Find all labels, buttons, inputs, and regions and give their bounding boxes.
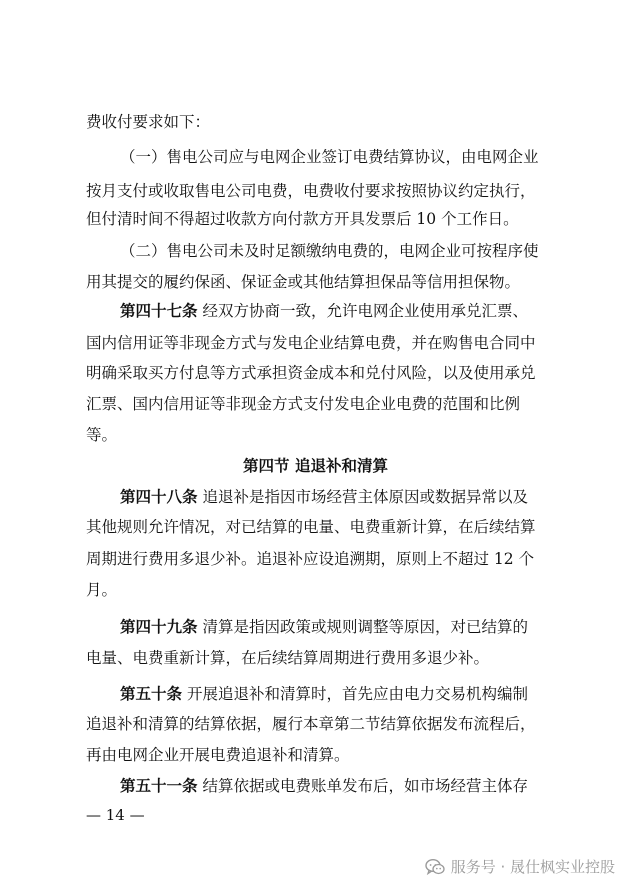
wechat-icon [425,858,445,876]
article-heading: 第四十八条 [120,487,198,506]
article-51: 第五十一条 结算依据或电费账单发布后，如市场经营主体存 [120,776,528,795]
article-heading: 第五十条 [120,684,183,703]
paragraph-line: 用其提交的履约保函、保证金或其他结算担保品等信用担保物。 [86,273,521,291]
watermark [425,856,615,877]
paragraph-line: 等。 [86,426,118,444]
paragraph-line: 追退补和清算的结算依据，履行本章第二节结算依据发布流程后， [86,715,536,733]
article-heading: 第四十七条 [120,301,198,320]
article-heading: 第四十九条 [120,617,198,636]
article-heading: 第五十一条 [120,776,198,795]
paragraph-line: 电量、电费重新计算，在后续结算周期进行费用多退少补。 [86,649,490,667]
paragraph-line: 月。 [86,581,118,599]
page-number: — 14 — [86,806,145,824]
paragraph-line: 汇票、国内信用证等非现金方式支付发电企业电费的范围和比例 [86,395,521,413]
paragraph-line: 其他规则允许情况，对已结算的电量、电费重新计算，在后续结算 [86,518,536,536]
paragraph-line: 明确采取买方付息等方式承担资金成本和兑付风险，以及使用承兑 [86,364,536,382]
paragraph-line: 费收付要求如下： [86,113,211,131]
article-48: 第四十八条 追退补是指因市场经营主体原因或数据异常以及 [120,487,528,506]
paragraph-line: （一）售电公司应与电网企业签订电费结算协议，由电网企业 [120,148,539,166]
paragraph-line: 但付清时间不得超过收款方向付款方开具发票后 10 个工作日。 [86,210,519,228]
article-47: 第四十七条 经双方协商一致，允许电网企业使用承兑汇票、 [120,301,528,320]
section-title: 第四节 追退补和清算 [243,456,388,475]
paragraph-line: 周期进行费用多退少补。追退补应设追溯期，原则上不超过 12 个 [86,550,535,568]
paragraph-line: 再由电网企业开展电费追退补和清算。 [86,746,350,764]
watermark-label: 服务号 · 晟仕枫实业控股 [450,858,615,876]
paragraph-line: 国内信用证等非现金方式与发电企业结算电费，并在购售电合同中 [86,334,536,352]
paragraph-line: 按月支付或收取售电公司电费，电费收付要求按照协议约定执行， [86,182,536,200]
article-50: 第五十条 开展追退补和清算时，首先应由电力交易机构编制 [120,684,528,703]
paragraph-line: （二）售电公司未及时足额缴纳电费的，电网企业可按程序使 [120,242,539,260]
article-49: 第四十九条 清算是指因政策或规则调整等原因，对已结算的 [120,617,528,636]
